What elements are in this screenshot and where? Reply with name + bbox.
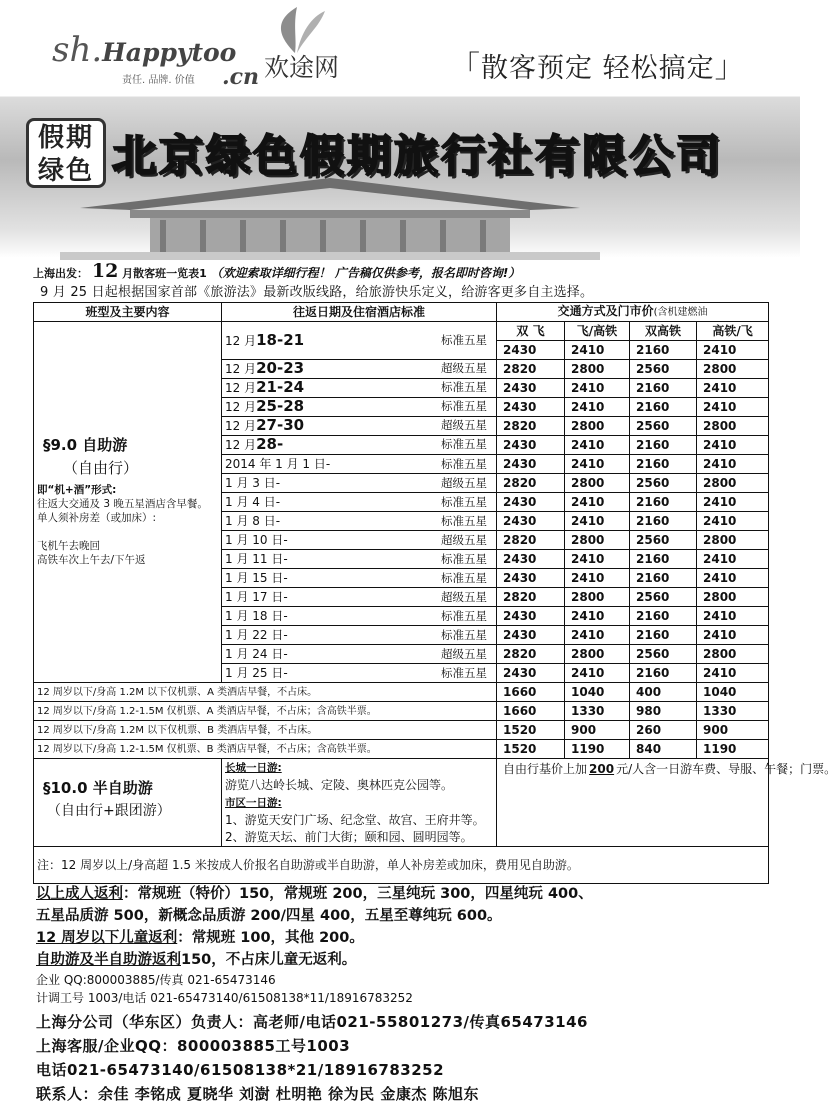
date-range: 21-24 (256, 378, 305, 396)
col-header-product: 班型及主要内容 (34, 303, 222, 322)
date-prefix: 1 月 11 日- (225, 551, 288, 566)
rebate-child-text: ：常规班 100，其他 200。 (177, 930, 364, 946)
price-cell: 2160 (630, 512, 697, 531)
product-1-transport-1: 飞机午去晚回 (37, 540, 100, 552)
price-cell: 2800 (697, 360, 769, 379)
date-cell (222, 512, 497, 531)
depart-prefix: 上海出发： (33, 267, 88, 280)
logo-brand: Happytoo (102, 38, 237, 67)
logo[interactable] (52, 30, 340, 90)
date-cell (222, 379, 497, 398)
date-prefix: 1 月 17 日- (225, 589, 288, 604)
price-cell: 2560 (630, 588, 697, 607)
price-cell: 1190 (565, 740, 630, 759)
price-cell: 2410 (565, 436, 630, 455)
hotel-standard: 标准五星 (441, 608, 487, 623)
hotel-standard: 超级五星 (441, 589, 487, 604)
price-cell: 2560 (630, 417, 697, 436)
price-cell: 2430 (497, 569, 565, 588)
date-cell (222, 588, 497, 607)
price-cell: 2410 (697, 664, 769, 683)
great-wall-title: 长城一日游: (225, 762, 282, 774)
logo-cn: .cn (222, 64, 260, 90)
child-price-desc: 12 周岁以下/身高 1.2M 以下仅机票、A 类酒店早餐，不占床。 (34, 683, 497, 702)
note-amount: 200 (589, 762, 615, 776)
footnote-row (34, 847, 769, 884)
hotel-standard: 标准五星 (441, 437, 487, 451)
child-price-row (34, 683, 769, 702)
price-cell: 2160 (630, 664, 697, 683)
date-range: 25-28 (256, 397, 305, 415)
rebate-self-text: 150，不占床儿童无返利。 (181, 952, 357, 968)
date-range: 28- (256, 435, 284, 453)
child-price-row (34, 702, 769, 721)
header-banner (0, 0, 800, 258)
col-header-prices-title: 交通方式及门市价 (557, 304, 654, 318)
rebate-adult-text-2: 五星品质游 500，新概念品质游 200/四星 400，五星至尊纯玩 600。 (36, 908, 502, 924)
price-cell: 2160 (630, 379, 697, 398)
date-prefix: 12 月 (225, 333, 257, 348)
price-cell: 2410 (565, 626, 630, 645)
price-cell: 2800 (697, 474, 769, 493)
price-cell: 2410 (697, 493, 769, 512)
price-cell: 2560 (630, 531, 697, 550)
price-col-header: 双高铁 (630, 322, 697, 341)
product-1-transport-2: 高铁车次上午去/下午返 (37, 554, 146, 566)
product-1-name: §9.0 自助游 (43, 436, 128, 454)
city-tour-1: 1、游览天安门广场、纪念堂、故宫、王府井等。 (225, 813, 485, 827)
city-tour-title: 市区一日游: (225, 797, 282, 809)
price-cell: 900 (697, 721, 769, 740)
list-title: 月散客班一览表1 (122, 267, 207, 280)
price-cell: 2820 (497, 474, 565, 493)
date-prefix: 12 月 (225, 381, 257, 395)
hotel-standard: 标准五星 (441, 665, 487, 680)
price-cell: 2410 (565, 664, 630, 683)
product-2-sub: （自由行+跟团游） (47, 802, 171, 819)
rebate-adult-text-1: ：常规班（特价）150，常规班 200，三星纯玩 300，四星纯玩 400、 (123, 886, 593, 902)
price-cell: 2410 (565, 493, 630, 512)
date-cell (222, 360, 497, 379)
price-cell: 1520 (497, 721, 565, 740)
date-cell (222, 569, 497, 588)
note-suffix: 元/人含一日游车费、导服、午餐；门票。 (616, 762, 836, 776)
price-cell: 2410 (565, 398, 630, 417)
contact-persons: 联系人：余佳 李铭成 夏晓华 刘澍 杜明艳 徐为民 金康杰 陈旭东 (36, 1085, 480, 1103)
slogan-text: 散客预定 轻松搞定 (481, 53, 715, 84)
hotel-standard: 标准五星 (441, 513, 487, 528)
city-tour-2: 2、游览天坛、前门大街；颐和园、圆明园等。 (225, 830, 473, 844)
butterfly-leaf-icon (267, 5, 327, 55)
date-prefix: 1 月 8 日- (225, 513, 281, 528)
price-cell: 2410 (697, 512, 769, 531)
date-prefix: 1 月 3 日- (225, 475, 281, 490)
date-cell (222, 531, 497, 550)
note-prefix: 自由行基价上加 (503, 762, 588, 776)
price-cell: 2800 (565, 474, 630, 493)
hotel-standard: 标准五星 (441, 627, 487, 642)
price-cell: 2800 (565, 360, 630, 379)
col-header-prices (497, 303, 769, 322)
logo-sh: sh. (52, 30, 103, 70)
price-cell: 2410 (697, 626, 769, 645)
date-range: 18-21 (256, 330, 305, 349)
price-cell: 2410 (565, 550, 630, 569)
price-cell: 1330 (697, 702, 769, 721)
service-phone: 电话021-65473140/61508138*21/18916783252 (36, 1061, 445, 1079)
notice-line: 9 月 25 日起根据国家首部《旅游法》最新改版线路，给旅游快乐定义，给游客更多自主选择。 (40, 285, 594, 300)
price-cell: 980 (630, 702, 697, 721)
price-cell: 260 (630, 721, 697, 740)
rebate-adult (36, 883, 776, 905)
logo-chinese-name: 欢途网 (264, 53, 340, 82)
price-cell: 2800 (697, 417, 769, 436)
hotel-standard: 标准五星 (441, 570, 487, 585)
price-cell: 840 (630, 740, 697, 759)
date-range: 27-30 (256, 416, 305, 434)
price-cell: 2560 (630, 360, 697, 379)
price-cell: 1190 (697, 740, 769, 759)
price-cell: 2430 (497, 550, 565, 569)
price-cell: 2430 (497, 664, 565, 683)
hotel-standard: 标准五星 (441, 456, 487, 471)
price-cell: 2430 (497, 455, 565, 474)
price-col-header: 飞/高铁 (565, 322, 630, 341)
price-cell: 2800 (565, 531, 630, 550)
date-prefix: 12 月 (225, 438, 257, 452)
date-prefix: 2014 年 1 月 1 日- (225, 456, 331, 471)
logo-motto: 责任. 品牌. 价值 (122, 75, 195, 86)
price-cell: 2410 (697, 398, 769, 417)
list-title-line (33, 260, 520, 282)
date-cell (222, 664, 497, 683)
product-1-single: 单人须补房差（或加床）: (37, 512, 157, 524)
price-cell: 2410 (697, 341, 769, 360)
price-cell: 2560 (630, 474, 697, 493)
price-cell: 2800 (697, 645, 769, 664)
price-cell: 2430 (497, 436, 565, 455)
col-header-prices-note: (含机建燃油 (653, 307, 708, 318)
child-price-desc: 12 周岁以下/身高 1.2-1.5M 仅机票、A 类酒店早餐，不占床；含高铁半票。 (34, 702, 497, 721)
table-header-row (34, 303, 769, 322)
rebate-child (36, 927, 776, 949)
child-price-row (34, 740, 769, 759)
date-prefix: 12 月 (225, 419, 257, 433)
price-cell: 2430 (497, 341, 565, 360)
product-1-sub: （自由行） (63, 459, 139, 477)
price-cell: 2430 (497, 512, 565, 531)
price-cell: 2410 (565, 379, 630, 398)
price-cell: 2560 (630, 645, 697, 664)
price-cell: 2430 (497, 493, 565, 512)
price-cell: 2800 (565, 588, 630, 607)
date-cell (222, 645, 497, 664)
child-price-desc: 12 周岁以下/身高 1.2-1.5M 仅机票、B 类酒店早餐，不占床；含高铁半票。 (34, 740, 497, 759)
price-col-header: 高铁/飞 (697, 322, 769, 341)
product-1-form-title: 即“机+酒”形式: (37, 484, 117, 496)
price-cell: 2160 (630, 626, 697, 645)
price-cell: 2410 (565, 607, 630, 626)
green-holiday-seal: 假期绿色 (26, 118, 106, 188)
price-cell: 2820 (497, 531, 565, 550)
price-cell: 1040 (565, 683, 630, 702)
great-wall-desc: 游览八达岭长城、定陵、奥林匹克公园等。 (225, 778, 454, 792)
date-prefix: 1 月 24 日- (225, 646, 288, 661)
product-2-price-note (497, 759, 836, 847)
product-1-cell (34, 322, 222, 683)
date-cell (222, 474, 497, 493)
price-cell: 2800 (565, 645, 630, 664)
company-name: 北京绿色假期旅行社有限公司 (112, 131, 723, 182)
date-prefix: 1 月 22 日- (225, 627, 288, 642)
date-cell (222, 626, 497, 645)
price-cell: 2820 (497, 360, 565, 379)
hotel-standard: 超级五星 (441, 532, 487, 547)
price-cell: 2820 (497, 588, 565, 607)
hotel-standard: 标准五星 (441, 494, 487, 509)
price-cell: 2430 (497, 626, 565, 645)
price-cell: 2410 (697, 607, 769, 626)
date-cell (222, 417, 497, 436)
rebate-child-label: 12 周岁以下儿童返利 (36, 930, 178, 946)
product-2-row (34, 759, 769, 847)
price-cell: 2160 (630, 550, 697, 569)
price-cell: 2430 (497, 398, 565, 417)
product-2-cell (34, 759, 222, 847)
month-number: 12 (91, 260, 119, 282)
rebate-self-label: 自助游及半自助游返利 (36, 952, 181, 968)
price-cell: 2410 (697, 569, 769, 588)
hotel-standard: 超级五星 (441, 418, 487, 432)
hotel-standard: 标准五星 (441, 332, 487, 347)
date-prefix: 12 月 (225, 362, 257, 376)
date-prefix: 1 月 4 日- (225, 494, 281, 509)
price-cell: 1040 (697, 683, 769, 702)
price-cell: 2410 (697, 455, 769, 474)
price-cell: 2430 (497, 607, 565, 626)
price-subheader-row (34, 322, 769, 341)
date-range: 20-23 (256, 359, 305, 377)
price-cell: 2160 (630, 436, 697, 455)
price-cell: 1660 (497, 702, 565, 721)
price-cell: 400 (630, 683, 697, 702)
hotel-standard: 超级五星 (441, 475, 487, 490)
rebate-adult-label: 以上成人返利 (36, 886, 123, 902)
price-cell: 2160 (630, 569, 697, 588)
child-price-desc: 12 周岁以下/身高 1.2M 以下仅机票、B 类酒店早餐，不占床。 (34, 721, 497, 740)
child-price-row (34, 721, 769, 740)
price-cell: 1660 (497, 683, 565, 702)
hotel-standard: 超级五星 (441, 646, 487, 661)
hotel-standard: 标准五星 (441, 380, 487, 394)
rebate-self (36, 949, 776, 971)
service-qq: 上海客服/企业QQ：800003885工号1003 (36, 1037, 351, 1055)
date-cell (222, 550, 497, 569)
price-cell: 2800 (697, 588, 769, 607)
price-cell: 2820 (497, 645, 565, 664)
list-remark: （欢迎索取详细行程！ 广告稿仅供参考，报名即时咨询!） (210, 266, 521, 280)
branch-contact: 上海分公司（华东区）负责人：高老师/电话021-55801273/传真65473146 (36, 1013, 588, 1031)
price-cell: 900 (565, 721, 630, 740)
price-cell: 2160 (630, 398, 697, 417)
hotel-standard: 超级五星 (441, 361, 487, 375)
dispatch-contact: 计调工号 1003/电话 021-65473140/61508138*11/18916783252 (36, 991, 413, 1005)
product-2-itinerary (222, 759, 497, 847)
price-col-header: 双 飞 (497, 322, 565, 341)
table-footnote: 注：12 周岁以上/身高超 1.5 米按成人价报名自助游或半自助游，单人补房差或加床，费用见自助游。 (34, 847, 769, 884)
price-cell: 2800 (697, 531, 769, 550)
date-cell (222, 607, 497, 626)
date-prefix: 1 月 10 日- (225, 532, 288, 547)
date-prefix: 12 月 (225, 400, 257, 414)
date-cell (222, 322, 497, 360)
footer (36, 883, 776, 1106)
price-cell: 1330 (565, 702, 630, 721)
price-cell: 2160 (630, 341, 697, 360)
price-cell: 2160 (630, 455, 697, 474)
price-cell: 2410 (565, 455, 630, 474)
date-cell (222, 398, 497, 417)
price-cell: 2160 (630, 493, 697, 512)
qq-fax: 企业 QQ:800003885/传真 021-65473146 (36, 973, 276, 987)
hotel-standard: 标准五星 (441, 399, 487, 413)
date-cell (222, 436, 497, 455)
date-prefix: 1 月 18 日- (225, 608, 288, 623)
tour-price-table (33, 302, 836, 884)
price-cell: 2820 (497, 417, 565, 436)
hotel-standard: 标准五星 (441, 551, 487, 566)
date-cell (222, 455, 497, 474)
price-cell: 2430 (497, 379, 565, 398)
price-cell: 2410 (565, 569, 630, 588)
price-cell: 2410 (565, 341, 630, 360)
price-cell: 2410 (697, 550, 769, 569)
price-cell: 2160 (630, 607, 697, 626)
date-prefix: 1 月 25 日- (225, 665, 288, 680)
product-2-name: §10.0 半自助游 (43, 778, 153, 797)
col-header-dates: 往返日期及住宿酒店标准 (222, 303, 497, 322)
product-1-form-desc: 往返大交通及 3 晚五星酒店含早餐。 (37, 498, 208, 510)
price-cell: 2410 (697, 379, 769, 398)
price-cell: 1520 (497, 740, 565, 759)
price-cell: 2410 (697, 436, 769, 455)
price-cell: 2410 (565, 512, 630, 531)
price-cell: 2800 (565, 417, 630, 436)
date-cell (222, 493, 497, 512)
slogan: 「散客预定 轻松搞定」 (450, 50, 746, 85)
date-prefix: 1 月 15 日- (225, 570, 288, 585)
